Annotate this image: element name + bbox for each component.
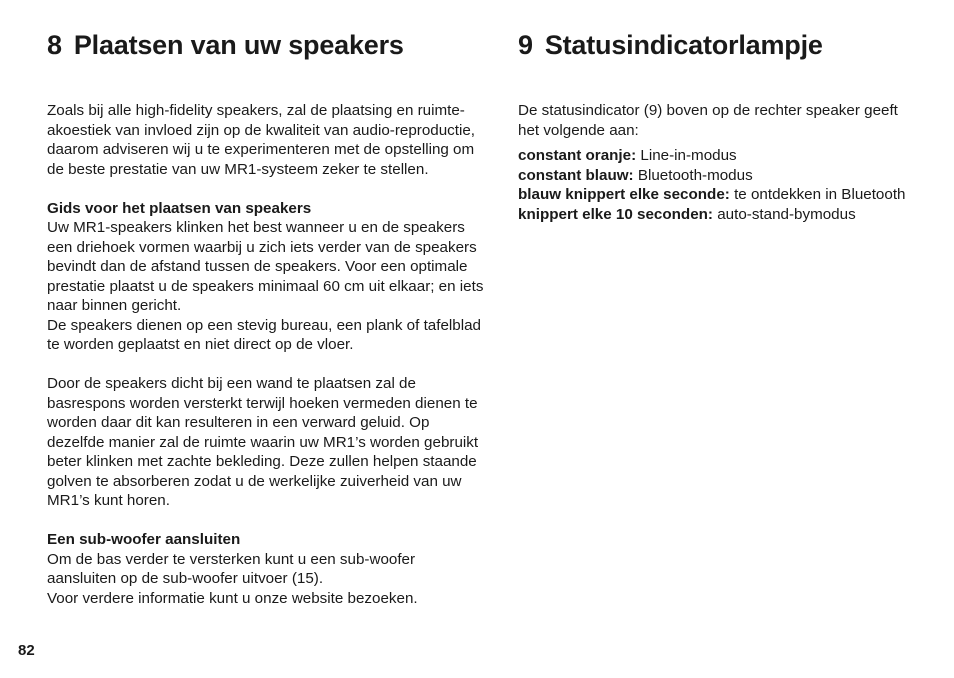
status-intro: De statusindicator (9) boven op de rechter speaker geeft het volgende aan: bbox=[518, 102, 898, 139]
status-desc: Line-in-modus bbox=[640, 147, 737, 164]
status-desc: Bluetooth-modus bbox=[637, 166, 753, 184]
status-list bbox=[518, 146, 918, 224]
subheading-subwoofer: Een sub-woofer aansluiten bbox=[47, 531, 241, 548]
section-title: Plaatsen van uw speakers bbox=[73, 30, 404, 60]
status-desc: te ontdekken in Bluetooth bbox=[734, 186, 906, 203]
status-desc: auto-stand-bymodus bbox=[717, 205, 856, 223]
page-number: 82 bbox=[18, 642, 35, 659]
paragraph-subwoofer: Om de bas verder te versterken kunt u een sub-woofer aansluiten op de sub-woofer uitvoer (15). bbox=[47, 550, 416, 587]
subheading-placement-guide: Gids voor het plaatsen van speakers bbox=[47, 199, 312, 217]
subwoofer-section bbox=[47, 530, 487, 608]
status-term: constant oranje: bbox=[518, 147, 637, 164]
section-title: Statusindicatorlampje bbox=[544, 30, 823, 60]
section-number: 8 bbox=[47, 30, 62, 60]
paragraph-triangle: Uw MR1-speakers klinken het best wanneer u en de speakers een driehoek vormen waarbij u zich iets verder van de speakers bevindt dan de afstand tussen de speakers. Voor een optimale prestatie plaatst u de speakers minimaal 60 cm uit elkaar; en iets naar binnen gericht. bbox=[47, 219, 484, 314]
status-item bbox=[518, 185, 918, 205]
section-number: 9 bbox=[518, 30, 533, 60]
status-item bbox=[518, 205, 918, 225]
placement-intro: Zoals bij alle high-fidelity speakers, zal de plaatsing en ruimte-akoestiek van invloed zijn op de kwaliteit van audio-reproductie, daarom adviseren wij u te experimenteren met de opstelling om de beste prestatie van uw MR1-systeem zeker te stellen. bbox=[47, 102, 476, 178]
section-heading-status bbox=[518, 30, 823, 61]
placement-body bbox=[47, 101, 487, 608]
status-term: constant blauw: bbox=[518, 166, 634, 184]
status-term: blauw knippert elke seconde: bbox=[518, 186, 730, 203]
paragraph-surface: De speakers dienen op een stevig bureau, een plank of tafelblad te worden geplaatst en niet direct op de vloer. bbox=[47, 316, 481, 353]
status-item bbox=[518, 166, 918, 186]
status-term: knippert elke 10 seconden: bbox=[518, 205, 713, 223]
status-body bbox=[518, 101, 918, 224]
section-heading-placement bbox=[47, 30, 404, 61]
placement-guide bbox=[47, 199, 487, 355]
paragraph-website: Voor verdere informatie kunt u onze website bezoeken. bbox=[47, 589, 418, 607]
paragraph-wall: Door de speakers dicht bij een wand te plaatsen zal de basrespons worden versterkt terwijl hoeken vermeden dienen te worden daar dit kan resulteren in een verward geluid. Op dezelfde manier zal de ruimte waarin uw MR1’s worden gebruikt beter klinken met zachte bekleding. Deze zullen helpen staande golven te absorberen zodat u de werkelijke zuiverheid van uw MR1’s kunt horen. bbox=[47, 375, 479, 509]
status-item bbox=[518, 146, 918, 166]
